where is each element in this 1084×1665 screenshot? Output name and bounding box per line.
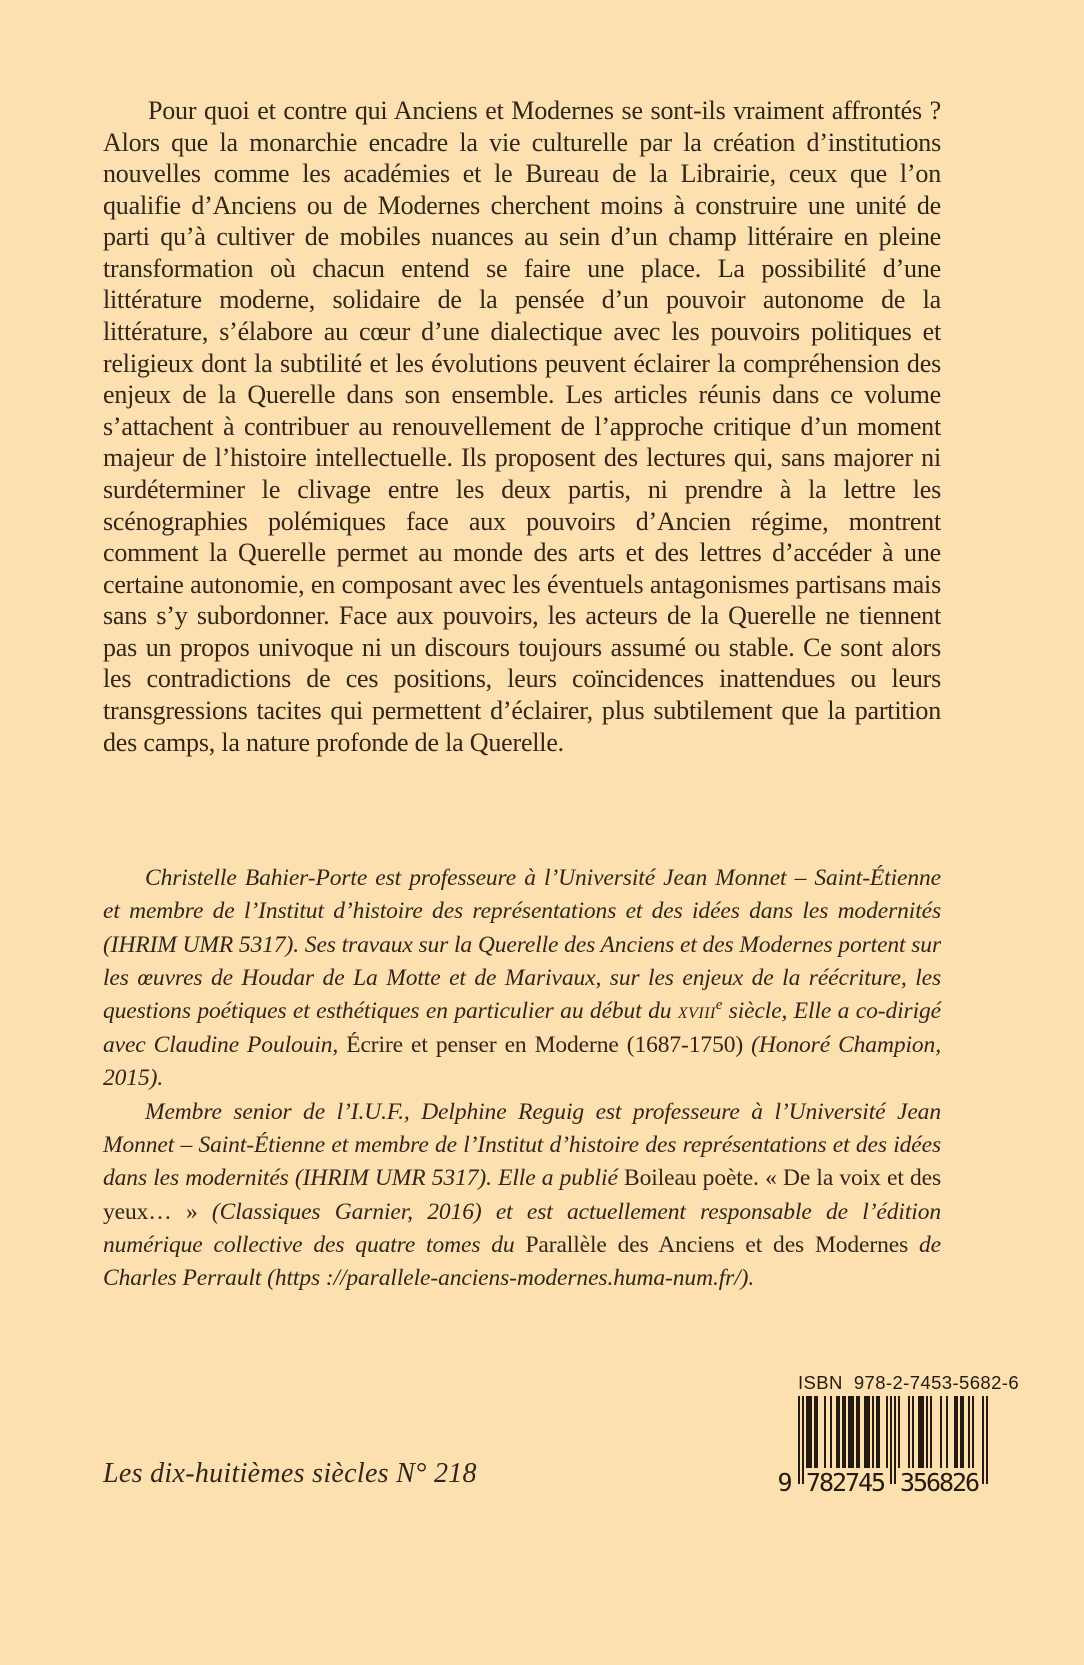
ean-digit-first: 9 <box>777 1468 793 1494</box>
ean-digits-right-group: 356826 <box>900 1468 980 1494</box>
bio-paragraph-bahier-porte: Christelle Bahier-Porte est professeure à l’Université Jean Monnet – Saint-Étienne et membre de l’Institut d’histoire des représentations et des idées dans les modernités (IHRIM UMR 5317). Ses travaux sur la Querelle des Anciens et des Modernes portent sur les œuvres de Houdar de La Motte et de Marivaux, sur les enjeux de la réécriture, les questions poétiques et esthétiques en particulier au début du xviii$^e$ siècle, Elle a co-dirigé avec Claudine Poulouin, Écrire et penser en Moderne (1687-1750) (Honoré Champion, 2015). <box>103 865 941 1092</box>
back-cover-blurb: Pour quoi et contre qui Anciens et Modernes se sont-ils vraiment affrontés ? Alors que la monarchie encadre la vie culturelle par la création d’institutions nouvelles comme les académies et le Bureau de la Librairie, ceux que l’on qualifie d’Anciens ou de Modernes cherchent moins à construire une unité de parti qu’à cultiver de mobiles nuances au sein d’un champ littéraire en pleine transformation où chacun entend se faire une place. La possibilité d’une littérature moderne, solidaire de la pensée d’un pouvoir autonome de la littérature, s’élabore au cœur d’une dialectique avec les pouvoirs politiques et religieux dont la subtilité et les évolutions peuvent éclairer la compréhension des enjeux de la Querelle dans son ensemble. Les articles réunis dans ce volume s’attachent à contribuer au renouvellement de l’approche critique d’un moment majeur de l’histoire intellectuelle. Ils proposent des lectures qui, sans majorer ni surdéterminer le clivage entre les deux partis, ni prendre à la lettre les scénographies polémiques face aux pouvoirs d’Ancien régime, montrent comment la Querelle permet au monde des arts et des lettres d’accéder à une certaine autonomie, en composant avec les éventuels antagonismes partisans mais sans s’y subordonner. Face aux pouvoirs, les acteurs de la Querelle ne tiennent pas un propos univoque ni un discours toujours assumé ou stable. Ce sont alors les contradictions de ces positions, leurs coïncidences inattendues ou leurs transgressions tacites qui permettent d’éclairer, plus subtilement que la partition des camps, la nature profonde de la Querelle. <box>103 96 941 757</box>
isbn-block <box>772 1372 1020 1494</box>
isbn-number-label: ISBN 978-2-7453-5682-6 <box>798 1372 1020 1393</box>
bio-paragraph-reguig: Membre senior de l’I.U.F., Delphine Reguig est professeure à l’Université Jean Monnet – Saint-Étienne et membre de l’Institut d’histoire des représentations et des idées dans les modernités (IHRIM UMR 5317). Elle a publié Boileau poète. « De la voix et des yeux… » (Classiques Garnier, 2016) et est actuellement responsable de l’édition numérique collective des quatre tomes du Parallèle des Anciens et des Modernes de Charles Perrault (https ://parallele-anciens-modernes.huma-num.fr/). <box>103 1098 942 1292</box>
ean-digits-left-group: 782745 <box>806 1468 886 1494</box>
collection-series-label: Les dix-huitièmes siècles N° 218 <box>103 1458 477 1489</box>
ean13-barcode <box>772 1396 992 1494</box>
author-bios <box>103 862 941 1296</box>
